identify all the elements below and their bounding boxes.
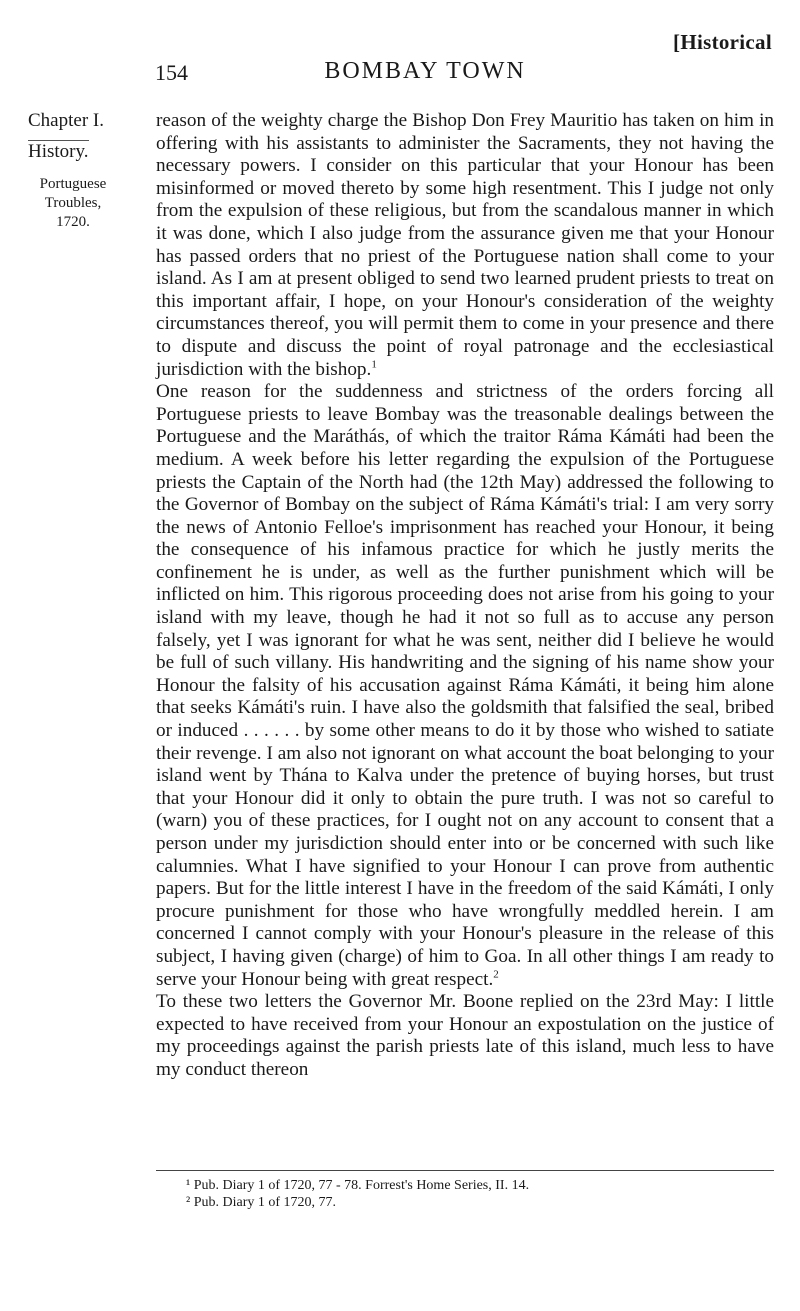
footnote-ref-2[interactable]: 2 bbox=[493, 968, 499, 981]
footnote-ref-1[interactable]: 1 bbox=[371, 358, 377, 371]
margin-note bbox=[28, 110, 138, 232]
margin-history-label: History. bbox=[28, 141, 89, 162]
paragraph-3: To these two letters the Governor Mr. Boone replied on the 23rd May: I little expected to have received from your Honour an expostulation on the justice of my proceedings against the parish priests late of this island, much less to have my conduct thereon bbox=[156, 991, 774, 1080]
paragraph-2 bbox=[156, 381, 774, 991]
section-tag: [Historical bbox=[673, 30, 772, 54]
paragraph-1 bbox=[156, 110, 774, 381]
footnotes bbox=[186, 1177, 776, 1211]
footnote-2: ² Pub. Diary 1 of 1720, 77. bbox=[186, 1195, 337, 1210]
paragraph-1-text: reason of the weighty charge the Bishop Don Frey Mauritio has taken on him in offering with his assistants to administer the Sacraments, they not having the necessary powers. I consider on this particular that your Honour has been misinformed or moved thereto by some high resentment. This I judge not only from the expulsion of these religious, but from the scandalous manner in which it was done, which I also judge from the assurance given me that your Honour has passed orders that no priest of the Portuguese nation shall come to your island. As I am at present obliged to send two learned prudent priests to treat on this important affair, I hope, on your Honour's consideration of the weighty circumstances thereof, you will permit them to come in your presence and there to dispute and discuss the point of royal patronage and the ecclesiastical jurisdiction with the bishop. bbox=[156, 110, 774, 380]
footnote-1: ¹ Pub. Diary 1 of 1720, 77 - 78. Forrest's Home Series, II. 14. bbox=[186, 1178, 530, 1193]
margin-history bbox=[28, 138, 138, 163]
margin-topic: Portuguese Troubles, 1720. bbox=[39, 176, 107, 230]
paragraph-2-text: One reason for the suddenness and strictness of the orders forcing all Portuguese priests to leave Bombay was the treasonable dealings between the Portuguese and the Maráthás, of which the traitor Ráma Kámáti had been the medium. A week before his letter regarding the expulsion of the Portuguese priests the Captain of the North had (the 12th May) addressed the following to the Governor of Bombay on the subject of Ráma Kámáti's trial: I am very sorry the news of Antonio Felloe's imprisonment has reached your Honour, it being the consequence of his infamous practice for which he justly merits the confinement he is under, as well as the further punishment which will be inflicted on him. This rigorous proceeding does not arise from his going to your island with my leave, though he had it not so full as to accuse any person falsely, yet I was ignorant for what he was sent, neither did I believe he would be full of such villany. His handwriting and the signing of his name show your Honour the falsity of his accusation against Ráma Kámáti, it being him alone that seeks Kámáti's ruin. I have also the goldsmith that falsified the seal, bribed or induced . . . . . . by some other means to do it by those who wished to satiate their revenge. I am also not ignorant on what account the boat belonging to your island went by Thána to Kalva under the pretence of buying horses, but trust that your Honour did it only to obtain the pure truth. I was not so careful to (warn) you of these practices, for I ought not on any account to consent that a person under my jurisdiction should enter into or be concerned with such like calumnies. What I have signified to your Honour I can prove from authentic papers. But for the little interest I have in the freedom of the said Kámáti, I only procure punishment for those who have wrongfully meddled herein. I am concerned I cannot comply with your Honour's pleasure in the release of this subject, I having given (charge) of him to Goa. In all other things I am ready to serve your Honour being with great respect. bbox=[156, 381, 774, 990]
page-number: 154 bbox=[155, 60, 188, 85]
running-title: BOMBAY TOWN bbox=[324, 58, 526, 84]
footnote-divider bbox=[156, 1170, 774, 1171]
margin-chapter: Chapter I. bbox=[28, 110, 104, 131]
body-text bbox=[156, 110, 774, 1082]
